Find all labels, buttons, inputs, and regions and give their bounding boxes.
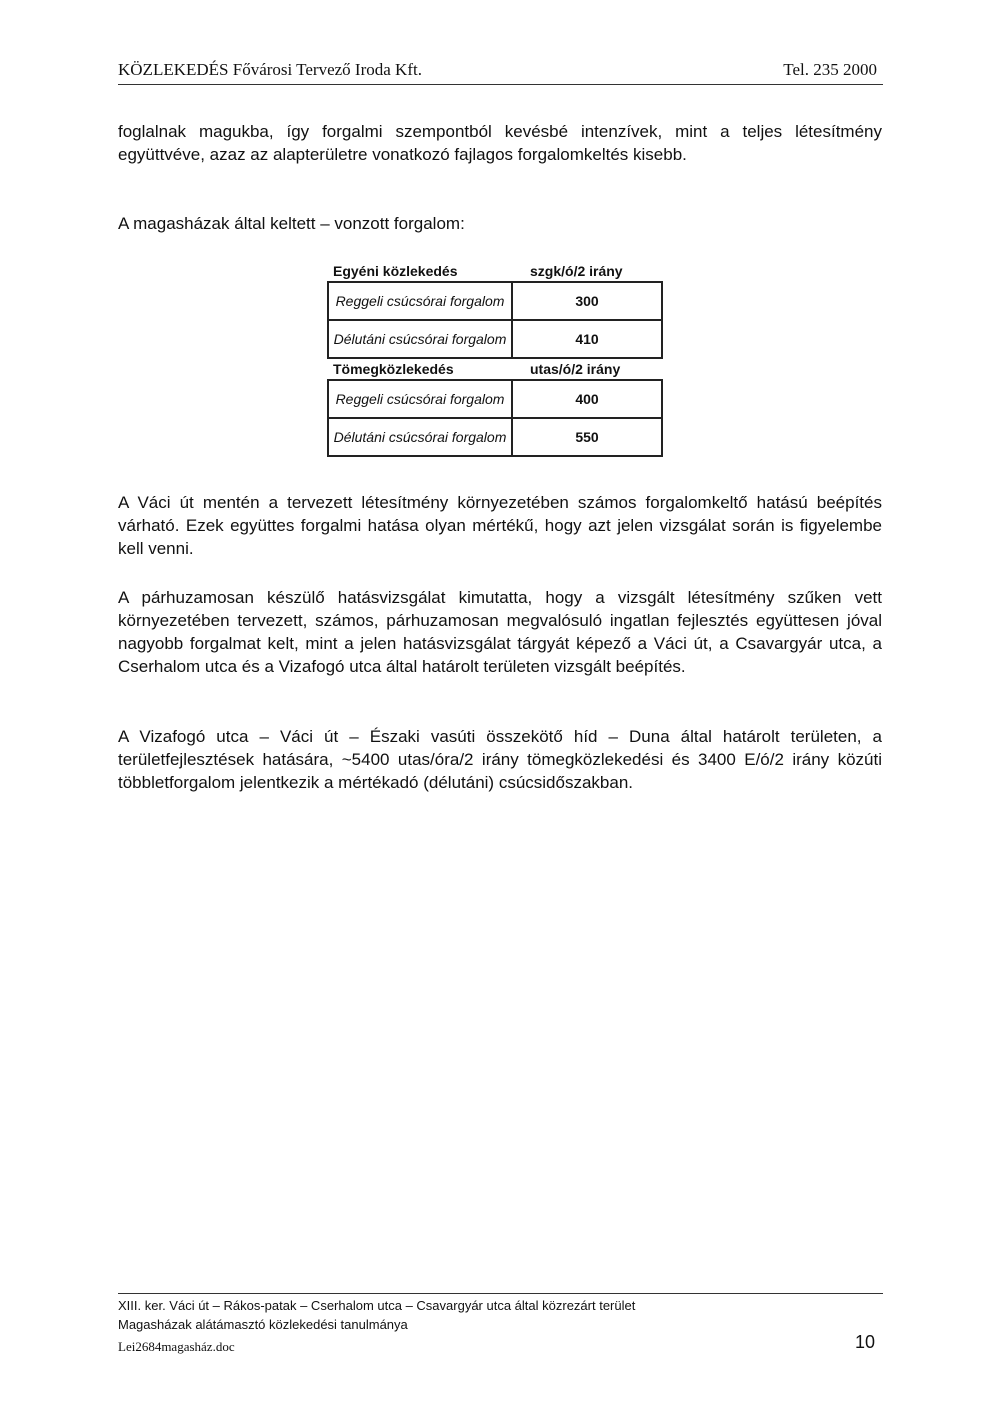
row-value: 300: [512, 282, 662, 320]
individual-transport-unit: szgk/ó/2 irány: [530, 263, 623, 279]
individual-transport-table: [327, 281, 663, 359]
footer-project-title: XIII. ker. Váci út – Rákos-patak – Cserhalom utca – Csavargyár utca által közrezárt terület: [118, 1298, 636, 1313]
header-phone: Tel. 235 2000: [783, 60, 877, 79]
row-label: Délutáni csúcsórai forgalom: [328, 320, 512, 358]
row-label: Délutáni csúcsórai forgalom: [328, 418, 512, 456]
public-transport-table: [327, 379, 663, 457]
table-row: [328, 320, 662, 358]
paragraph-intro: foglalnak magukba, így forgalmi szempontból kevésbé intenzívek, mint a teljes létesítmény együttvéve, azaz az alapterületre vonatkozó fajlagos forgalomkeltés kisebb.: [118, 122, 882, 164]
header-company: KÖZLEKEDÉS Fővárosi Tervező Iroda Kft.: [118, 60, 422, 79]
paragraph-vizafogo: A Vizafogó utca – Váci út – Északi vasúti összekötő híd – Duna által határolt területen, a területfejlesztések hatására, ~5400 utas/óra/2 irány tömegközlekedési és 3400 E/ó/2 irány közúti többletforgalom jelentkezik a mértékadó (délutáni) csúcsidőszakban.: [118, 727, 882, 792]
paragraph-table-caption: A magasházak által keltett – vonzott forgalom:: [118, 214, 465, 233]
public-transport-header: [327, 359, 663, 379]
page-number: 10: [854, 1332, 875, 1352]
traffic-table: [327, 261, 663, 457]
page-header: [118, 58, 883, 85]
row-value: 400: [512, 380, 662, 418]
row-value: 410: [512, 320, 662, 358]
row-value: 550: [512, 418, 662, 456]
individual-transport-header: [327, 261, 663, 281]
table-row: [328, 282, 662, 320]
public-transport-title: Tömegközlekedés: [333, 361, 454, 377]
paragraph-impact-study: A párhuzamosan készülő hatásvizsgálat kimutatta, hogy a vizsgált létesítmény szűken vett környezetében tervezett, számos, párhuzamosan megvalósuló ingatlan fejlesztés együttesen jóval nagyobb forgalmat kelt, mint a jelen hatásvizsgálat tárgyát képező a Váci út, a Csavargyár utca, a Cserhalom utca és a Vizafogó utca által határolt területen vizsgált beépítés.: [118, 588, 882, 676]
footer-filename: Lei2684magasház.doc: [118, 1339, 235, 1354]
individual-transport-title: Egyéni közlekedés: [333, 263, 458, 279]
table-row: [328, 418, 662, 456]
paragraph-vaci-ut: A Váci út mentén a tervezett létesítmény környezetében számos forgalomkeltő hatású beépítés várható. Ezek együttes forgalmi hatása olyan mértékű, hogy azt jelen vizsgálat során is figyelembe kell venni.: [118, 493, 882, 558]
public-transport-unit: utas/ó/2 irány: [530, 361, 621, 377]
row-label: Reggeli csúcsórai forgalom: [328, 380, 512, 418]
table-row: [328, 380, 662, 418]
footer-study-title: Magasházak alátámasztó közlekedési tanulmánya: [118, 1317, 408, 1332]
row-label: Reggeli csúcsórai forgalom: [328, 282, 512, 320]
page-footer: [118, 1293, 883, 1364]
